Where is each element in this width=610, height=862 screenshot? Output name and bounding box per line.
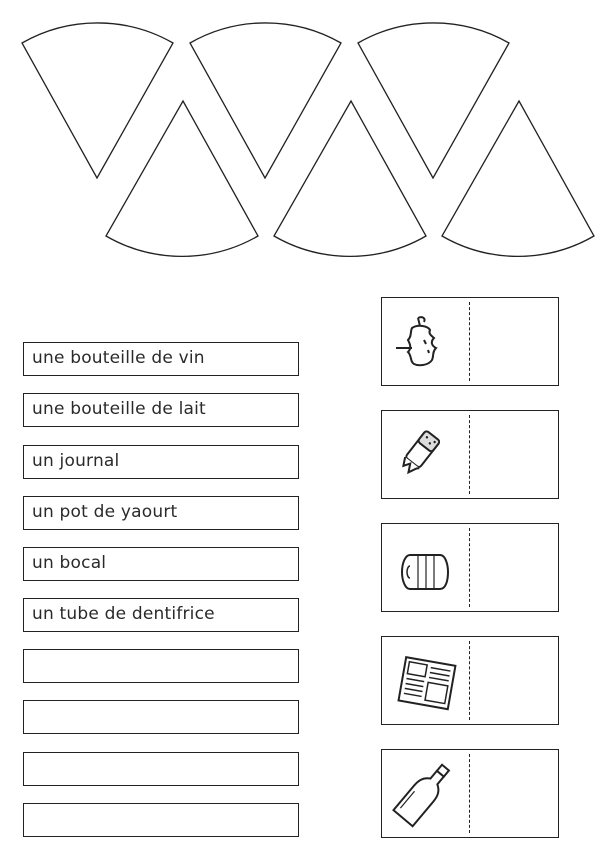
newspaper-icon xyxy=(388,645,462,717)
label-box-empty xyxy=(23,700,299,734)
apple-core-icon xyxy=(388,306,462,378)
fold-line xyxy=(469,415,470,494)
picture-card xyxy=(381,297,559,386)
label-box xyxy=(23,342,299,376)
label-text: une bouteille de lait xyxy=(32,399,206,419)
label-box xyxy=(23,598,299,632)
picture-card xyxy=(381,410,559,499)
label-text: un bocal xyxy=(32,553,107,573)
label-text: un tube de dentifrice xyxy=(32,604,215,624)
fold-line xyxy=(469,528,470,607)
cutout-sectors xyxy=(0,0,610,270)
picture-card xyxy=(381,523,559,612)
sector-down-1 xyxy=(22,23,173,178)
label-box xyxy=(23,496,299,530)
label-text: une bouteille de vin xyxy=(32,348,205,368)
picture-card xyxy=(381,636,559,725)
label-box xyxy=(23,393,299,427)
label-box xyxy=(23,547,299,581)
fold-line xyxy=(469,302,470,381)
label-box-empty xyxy=(23,803,299,837)
sector-up-3 xyxy=(442,101,594,256)
picture-card xyxy=(381,749,559,838)
label-text: un pot de yaourt xyxy=(32,502,178,522)
label-box-empty xyxy=(23,752,299,786)
label-text: un journal xyxy=(32,451,120,471)
fold-line xyxy=(469,641,470,720)
glass-bottle-icon xyxy=(388,758,462,830)
cigarette-butt-icon xyxy=(388,419,462,491)
tin-can-icon xyxy=(388,532,462,604)
label-box xyxy=(23,445,299,479)
label-box-empty xyxy=(23,649,299,683)
fold-line xyxy=(469,754,470,833)
